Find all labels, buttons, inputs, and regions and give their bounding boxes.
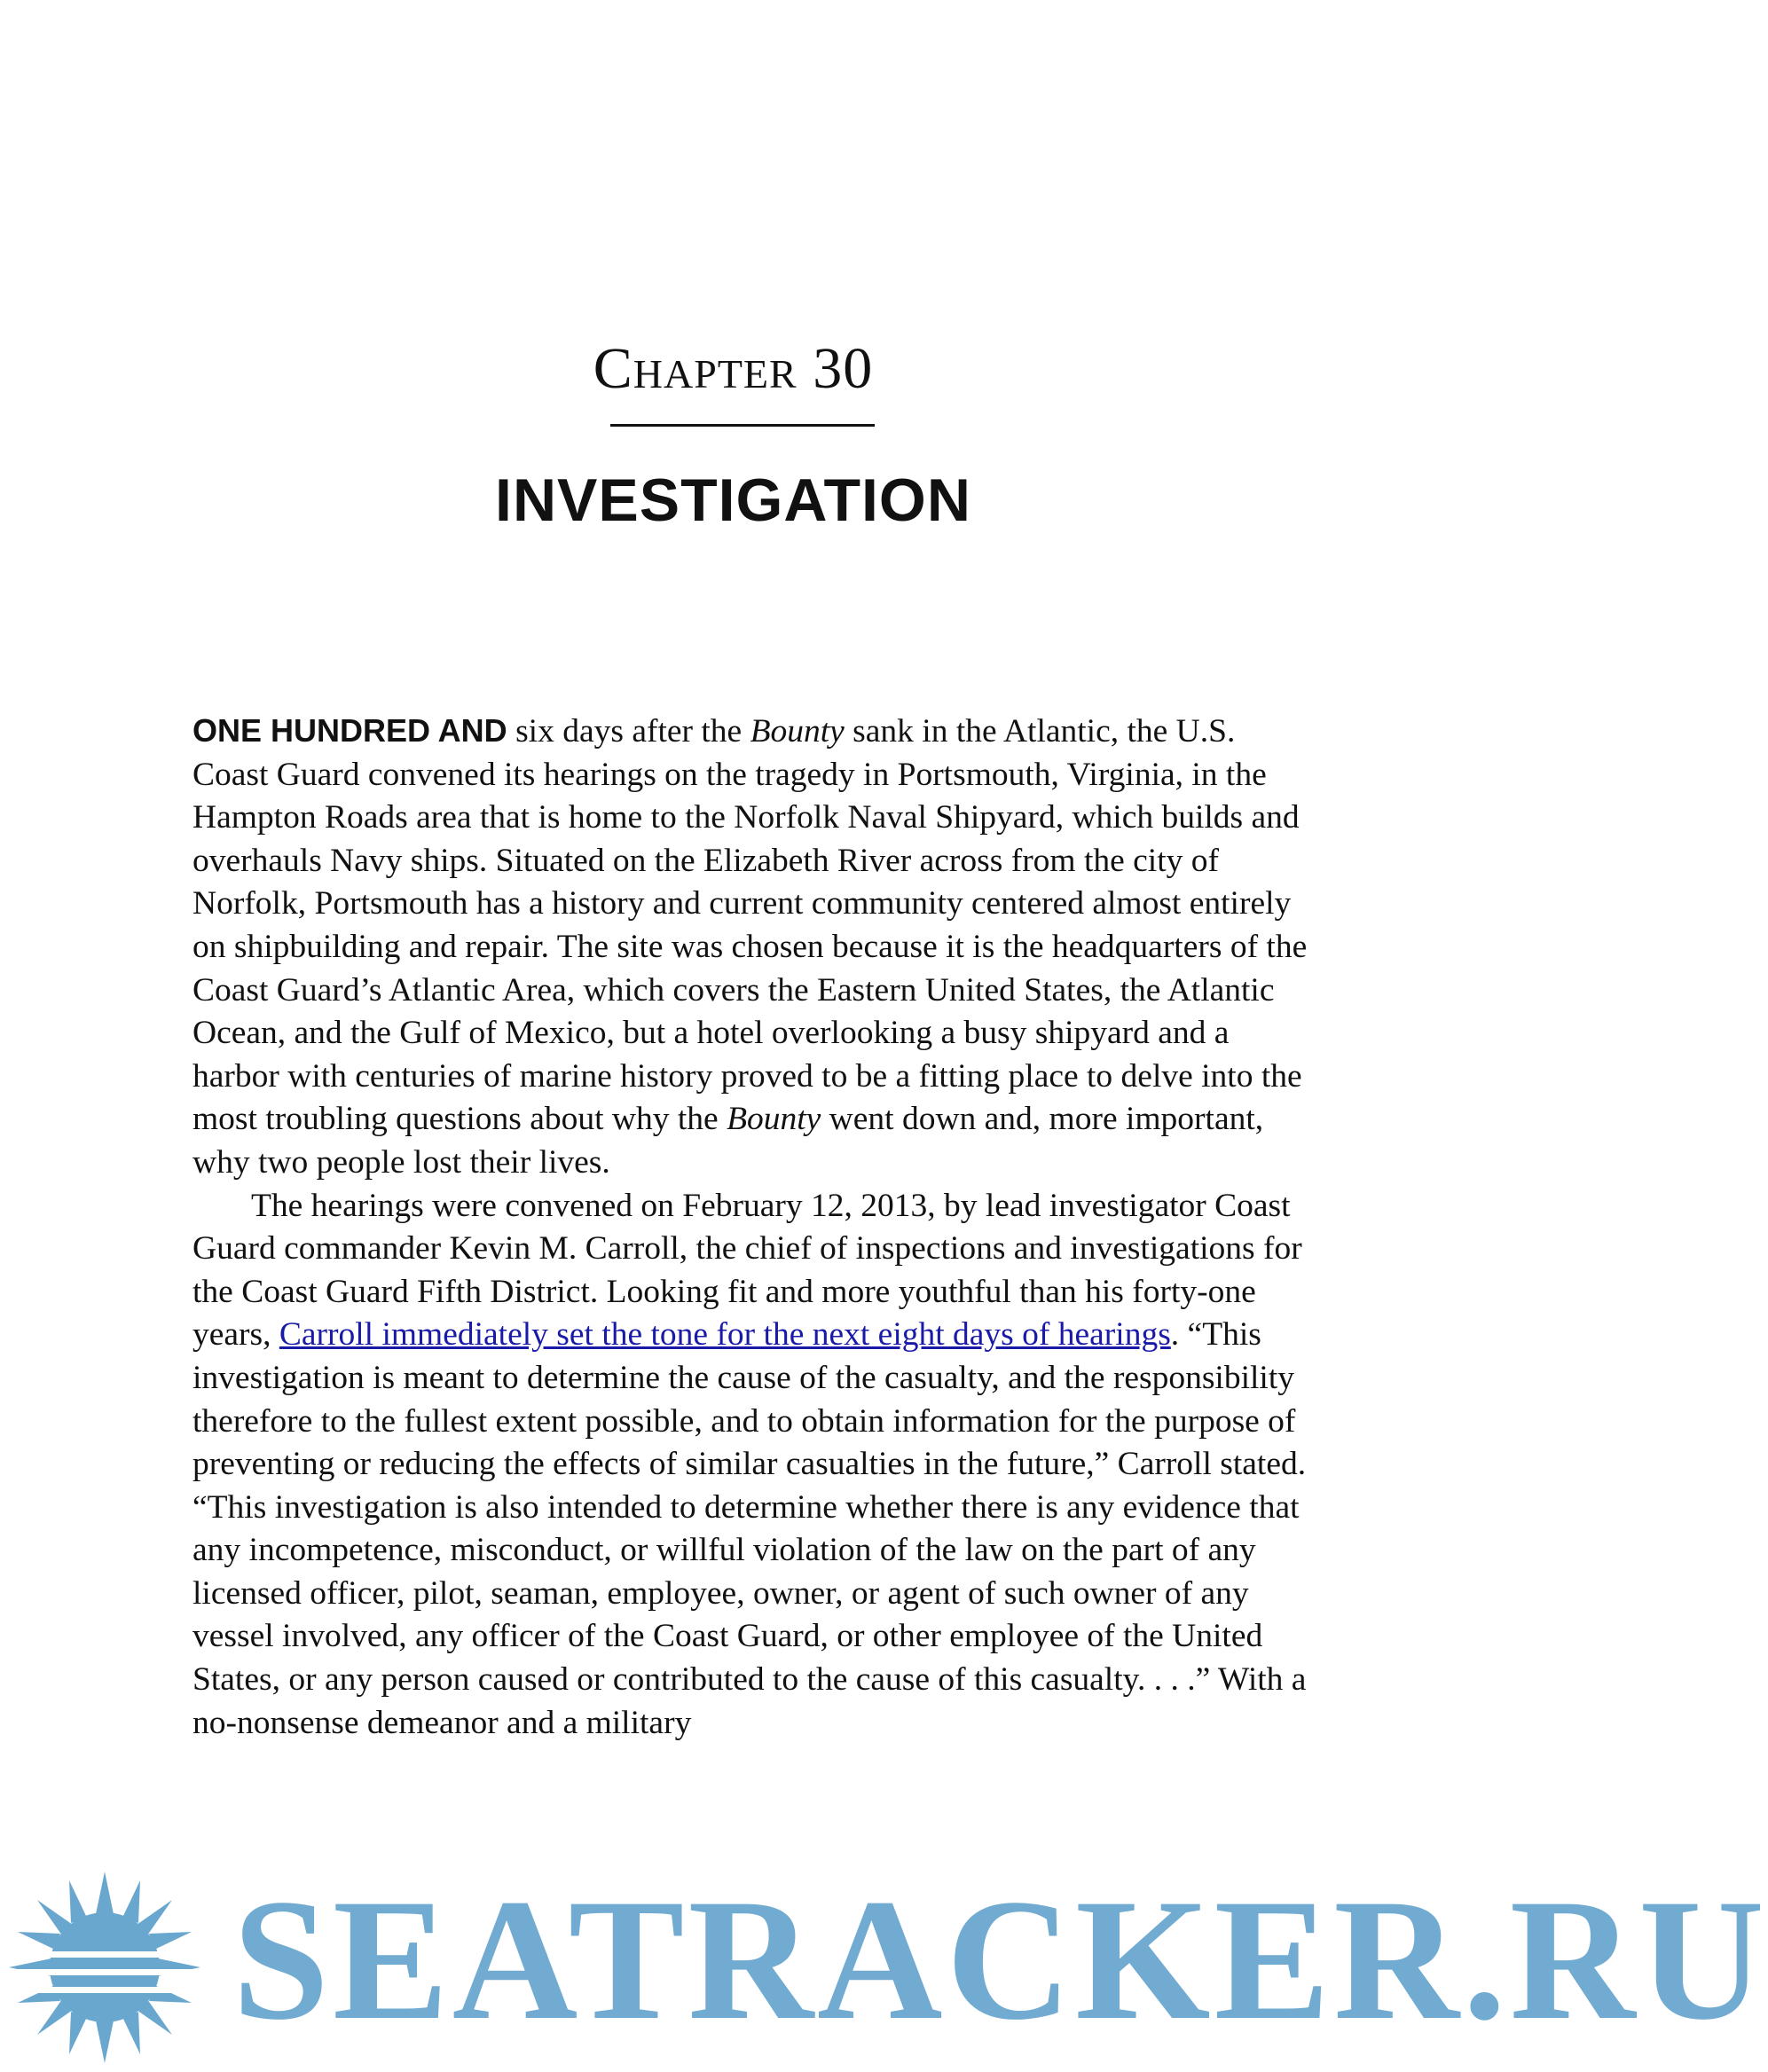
paragraph-2-text-a: The hearings were convened on February 12, 2013, by lead investigator Coast Guard commander Kevin M. Carroll, the chief of inspections and investigations for the Coast Guard Fifth District. Looking fit and more youthful than his forty-one years, [193, 1187, 1302, 1354]
watermark-text: SEATRACKER.RU [232, 1864, 1768, 2056]
ship-name: Bounty [750, 713, 845, 750]
hearings-link[interactable]: Carroll immediately set the tone for the next eight days of hearings [279, 1316, 1171, 1354]
paragraph-1-text-a: six days after the [507, 713, 750, 750]
chapter-body [193, 710, 1310, 1745]
paragraph-2-text-b: . “This investigation is meant to determine the cause of the casualty, and the responsibility therefore to the fullest extent possible, and to obtain information for the purpose of preventing or reducing the effects of similar casualties in the future,” Carroll stated. “This investigation is also intended to determine whether there is any evidence that any incompetence, misconduct, or willful violation of the law on the part of any licensed officer, pilot, seaman, employee, owner, or agent of such owner of any vessel involved, any officer of the Coast Guard, or other employee of the United States, or any person caused or contributed to the cause of this casualty. . . .” With a no-nonsense demeanor and a military [193, 1316, 1307, 1741]
chapter-rule [610, 424, 875, 427]
paragraph-1-text-c: went down and, more important, why two people lost their lives. [193, 1101, 1264, 1181]
lead-in: ONE HUNDRED AND [193, 712, 507, 749]
chapter-label: Chapter 30 [593, 336, 874, 401]
paragraph-1-text-b: sank in the Atlantic, the U.S. Coast Guard convened its hearings on the tragedy in Portsmouth, Virginia, in the Hampton Roads area that is home to the Norfolk Naval Shipyard, which builds and overhauls Navy ships. Situated on the Elizabeth River across from the city of Norfolk, Portsmouth has a history and current community centered almost entirely on shipbuilding and repair. The site was chosen because it is the headquarters of the Coast Guard’s Atlantic Area, which covers the Eastern United States, the Atlantic Ocean, and the Gulf of Mexico, but a hotel overlooking a busy shipyard and a harbor with centuries of marine history proved to be a fitting place to delve into the most troubling questions about why the [193, 713, 1308, 1138]
paragraph-1 [193, 710, 1310, 1185]
ship-name: Bounty [727, 1101, 821, 1138]
sun-icon [9, 1872, 200, 2063]
chapter-title: INVESTIGATION [495, 467, 971, 534]
paragraph-2 [193, 1185, 1310, 1746]
